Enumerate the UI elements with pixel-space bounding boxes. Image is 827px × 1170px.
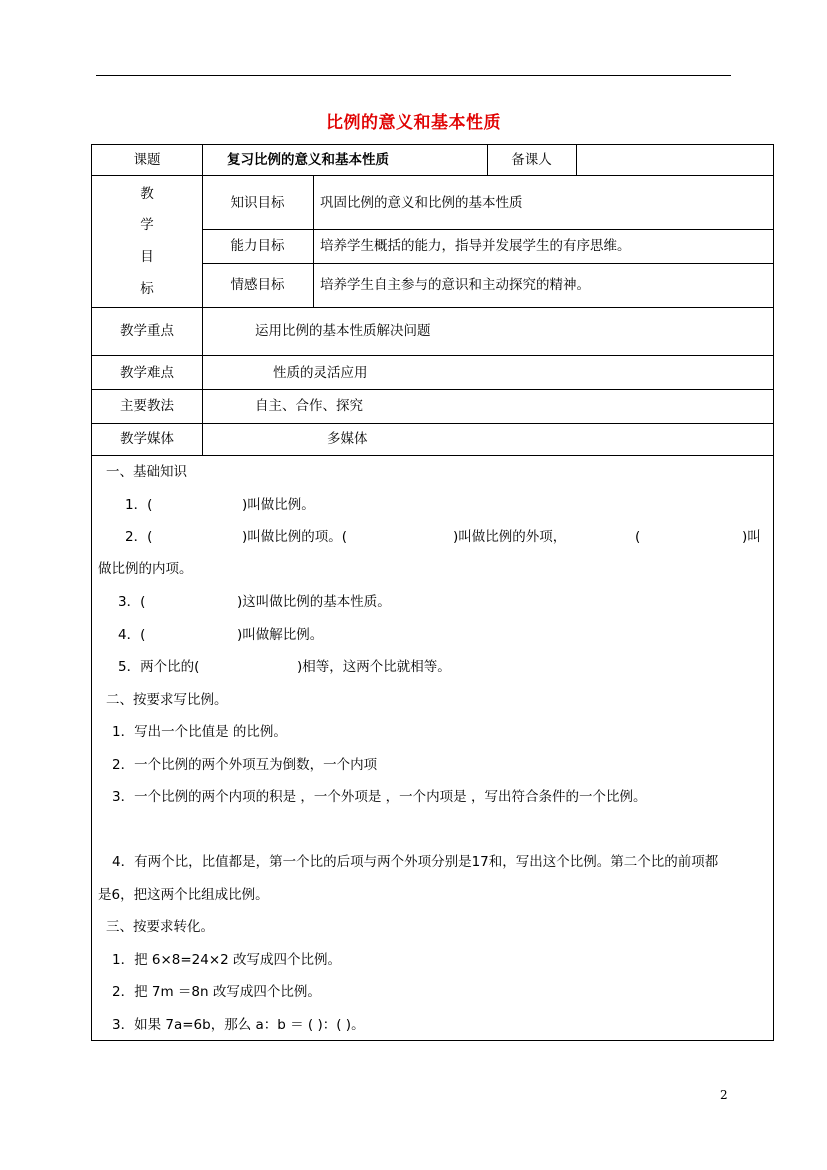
preparer-label: 备课人	[511, 152, 552, 168]
question-text: )这叫做比例的基本性质。	[237, 594, 391, 610]
question-text: 1．写出一个比值是 的比例。	[112, 724, 287, 740]
question-text: 3．如果 7a=6b，那么 a：b ＝ ( )：( )。	[112, 1017, 365, 1033]
question-text: 2．把 7m ＝8n 改写成四个比例。	[112, 984, 321, 1000]
section-heading: 二、按要求写比例。	[106, 692, 228, 708]
topic-value: 复习比例的意义和基本性质	[227, 152, 389, 168]
page-number: 2	[720, 1088, 728, 1102]
question-text: )叫做解比例。	[237, 627, 324, 643]
question-text: 3．一个比例的两个内项的积是 ，一个外项是 ，一个内项是 ，写出符合条件的一个比例。	[112, 789, 647, 805]
row-divider	[92, 389, 773, 390]
goals-label-char: 目	[140, 249, 154, 265]
media-value: 多媒体	[327, 431, 368, 447]
question-text: 1．(	[125, 497, 153, 513]
question-text: 4．有两个比，比值都是，第一个比的后项与两个外项分别是17和，写出这个比例。第二个比的前项都	[112, 854, 719, 870]
question-text: 4．(	[118, 627, 146, 643]
question-text: 做比例的内项。	[98, 561, 193, 577]
question-text: (	[635, 529, 641, 545]
media-label: 教学媒体	[120, 431, 174, 447]
question-text: 2．一个比例的两个外项互为倒数，一个内项	[112, 757, 378, 773]
key-point-label: 教学重点	[120, 323, 174, 339]
lesson-plan-table	[91, 144, 774, 1041]
question-text: )叫做比例。	[242, 497, 315, 513]
goals-label-char: 学	[140, 217, 154, 233]
row-divider	[92, 423, 773, 424]
document-title: 比例的意义和基本性质	[326, 113, 501, 133]
section-heading: 三、按要求转化。	[106, 919, 214, 935]
question-text: 是6，把这两个比组成比例。	[98, 887, 269, 903]
row-divider	[92, 455, 773, 456]
question-text: )相等，这两个比就相等。	[297, 659, 451, 675]
emotion-goal-label: 情感目标	[230, 277, 285, 293]
question-text: )叫做比例的外项，	[453, 529, 567, 545]
goals-label-char: 教	[140, 186, 154, 202]
section-heading: 一、基础知识	[106, 464, 187, 480]
question-text: 1．把 6×8=24×2 改写成四个比例。	[112, 952, 342, 968]
header-rule	[96, 75, 731, 76]
emotion-goal-value: 培养学生自主参与的意识和主动探究的精神。	[320, 277, 590, 293]
question-text: )叫	[742, 529, 761, 545]
key-point-value: 运用比例的基本性质解决问题	[255, 323, 431, 339]
ability-goal-value: 培养学生概括的能力，指导并发展学生的有序思维。	[320, 238, 631, 254]
row-divider	[202, 263, 773, 264]
row-divider	[202, 229, 773, 230]
column-divider	[576, 145, 577, 175]
row-divider	[92, 175, 773, 176]
method-value: 自主、合作、探究	[255, 398, 363, 414]
difficulty-label: 教学难点	[120, 365, 174, 381]
question-text: 2．(	[125, 529, 153, 545]
goals-label-char: 标	[140, 281, 154, 297]
knowledge-goal-value: 巩固比例的意义和比例的基本性质	[320, 195, 523, 211]
column-divider	[313, 175, 314, 307]
difficulty-value: 性质的灵活应用	[273, 365, 368, 381]
knowledge-goal-label: 知识目标	[230, 195, 285, 211]
topic-label: 课题	[133, 152, 161, 168]
question-text: 5．两个比的(	[118, 659, 200, 675]
method-label: 主要教法	[120, 398, 174, 414]
row-divider	[92, 307, 773, 308]
question-text: 3．(	[118, 594, 146, 610]
question-text: )叫做比例的项。(	[242, 529, 348, 545]
row-divider	[92, 355, 773, 356]
column-divider	[202, 145, 203, 455]
ability-goal-label: 能力目标	[230, 238, 285, 254]
